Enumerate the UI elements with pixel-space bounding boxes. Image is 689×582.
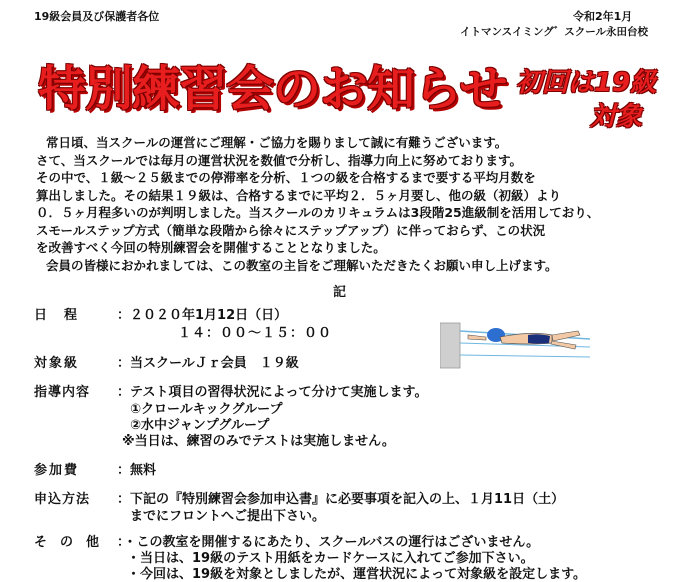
subtitle-target: 対象 xyxy=(590,102,643,132)
apply-value: ：下記の『特別練習会参加申込書』に必要事項を記入の上、１月11日（土） xyxy=(117,492,565,507)
fee-label: 参加費 xyxy=(34,463,80,478)
issue-date: 令和2年1月 xyxy=(573,10,633,23)
body-line: さて、当スクールでは毎月の運営状況を数値で分析し、指導力向上に努めております。 xyxy=(36,152,523,168)
body-line: を改善すべく今回の特別練習会を開催することとなりました。 xyxy=(36,240,386,255)
page-title: 特別練習会のお知らせ xyxy=(38,61,507,117)
other-label: そ の 他 xyxy=(34,535,100,550)
date-label: 日 程 xyxy=(34,308,80,323)
body-line: 算出しました。その結果１９級は、合格するまでに平均２．５ヶ月要し、他の級（初級）より xyxy=(36,187,562,203)
recipients: 19級会員及び保護者各位 xyxy=(34,10,160,23)
other-note-2: ・当日は、19級のテスト用紙をカードケースに入れてご参加下さい。 xyxy=(127,551,534,566)
group-crawl-kick: ①クロールキックグループ xyxy=(130,402,283,417)
fee-value: ：無料 xyxy=(117,463,157,478)
apply-deadline: までにフロントへご提出下さい。 xyxy=(130,509,326,524)
subtitle-first-target: 初回は19級 xyxy=(516,68,657,98)
content-note: ※当日は、練習のみでテストは実施しません。 xyxy=(122,434,395,449)
content-value: ：テスト項目の習得状況によって分けて実施します。 xyxy=(117,385,428,400)
content-label: 指導内容 xyxy=(34,385,91,400)
swimmer-illustration-icon xyxy=(440,313,590,373)
other-note-3: ・今回は、19級を対象としましたが、運営状況によって対象級を設定します。 xyxy=(127,567,587,582)
body-line: ０．５ヶ月程多いのが判明しました。当スクールのカリキュラムは3段階25進級制を活用しており、 xyxy=(36,205,600,220)
body-line: 会員の皆様におかれましては、この教室の主旨をご理解いただきたくお願い申し上げます。 xyxy=(46,257,558,273)
target-label: 対象級 xyxy=(34,356,80,371)
time-value: １４：００～１５：００ xyxy=(178,326,333,341)
body-line: 常日頃、当スクールの運営にご理解・ご協力を賜りまして誠に有難うございます。 xyxy=(46,135,508,150)
body-line: その中で、１級～２５級までの停滞率を分析、１つの級を合格するまで要する平均月数を xyxy=(36,170,536,185)
apply-label: 申込方法 xyxy=(34,492,91,507)
date-value: ：２０２０年1月12日（日） xyxy=(117,308,288,323)
school-name: イトマンスイミング゛スクール永田台校 xyxy=(460,26,649,38)
other-note-1: ：・この教室を開催するにあたり、スクールバスの運行はございません。 xyxy=(117,535,540,550)
target-value: ：当スクールＪｒ会員 １９級 xyxy=(117,356,299,371)
body-line: スモールステップ方式（簡単な段階から徐々にステップアップ）に伴っておらず、この状況 xyxy=(36,222,546,238)
ki-marker: 記 xyxy=(333,285,347,300)
group-underwater-jump: ②水中ジャンプグループ xyxy=(130,418,270,433)
